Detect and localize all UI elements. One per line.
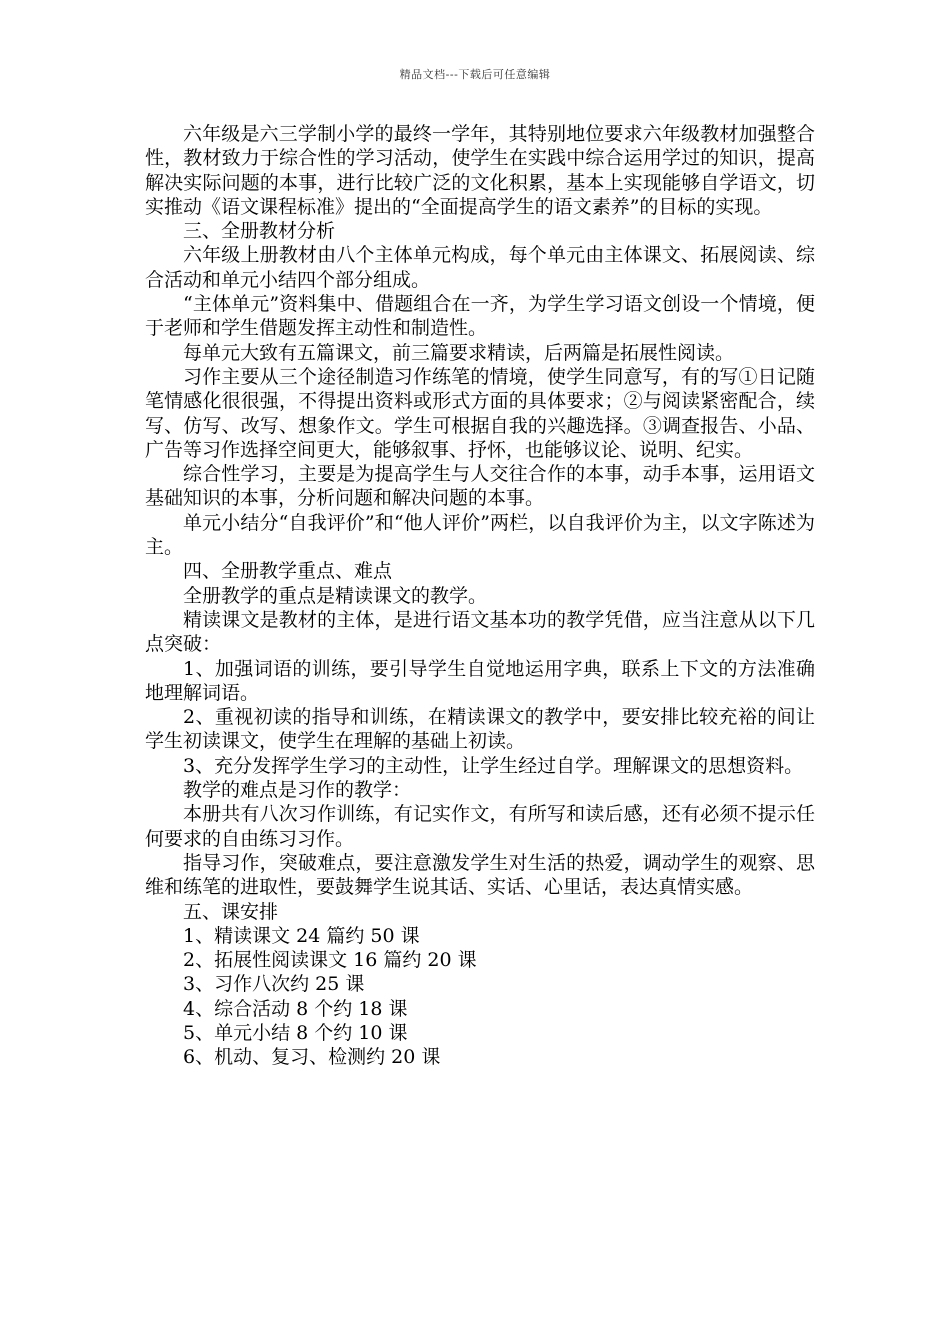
section-heading: 四、全册教学重点、难点: [183, 560, 393, 583]
paragraph: 2、重视初读的指导和训练，在精读课文的教学中，要安排比较充裕的间让学生初读课文，使学生在理解的基础上初读。: [145, 706, 815, 753]
schedule-item: 2、拓展性阅读课文 16 篇约 20 课: [183, 949, 477, 972]
schedule-item: 6、机动、复习、检测约 20 课: [183, 1046, 441, 1069]
schedule-item: 1、精读课文 24 篇约 50 课: [183, 924, 420, 947]
section-heading: 五、课安排: [183, 900, 279, 923]
paragraph: 精读课文是教材的主体，是进行语文基本功的教学凭借，应当注意从以下几点突破：: [145, 608, 815, 656]
paragraph: 每单元大致有五篇课文，前三篇要求精读，后两篇是拓展性阅读。: [183, 341, 735, 364]
document-body: [145, 122, 815, 1070]
paragraph: “主体单元”资料集中、借题组合在一齐，为学生学习语文创设一个情境，便于老师和学生借题发挥主动性和制造性。: [145, 293, 815, 340]
paragraph: 全册教学的重点是精读课文的教学。: [183, 584, 488, 607]
page-header: 精品文档---下载后可任意编辑: [399, 68, 551, 81]
schedule-item: 4、综合活动 8 个约 18 课: [183, 997, 408, 1020]
paragraph: 综合性学习，主要是为提高学生与人交往合作的本事，动手本事，运用语文基础知识的本事，分析问题和解决问题的本事。: [145, 463, 815, 510]
paragraph: 本册共有八次习作训练，有记实作文，有所写和读后感，还有必须不提示任何要求的自由练习习作。: [145, 803, 815, 850]
schedule-item: 5、单元小结 8 个约 10 课: [183, 1021, 408, 1044]
paragraph: 六年级是六三学制小学的最终一学年，其特别地位要求六年级教材加强整合性，教材致力于综合性的学习活动，使学生在实践中综合运用学过的知识，提高解决实际问题的本事，进行比较广泛的文化积累，基本上实现能够自学语文，切实推动《语文课程标准》提出的“全面提高学生的语文素养”的目标的实现。: [145, 123, 815, 218]
paragraph: 六年级上册教材由八个主体单元构成，每个单元由主体课文、拓展阅读、综合活动和单元小结四个部分组成。: [145, 244, 815, 291]
paragraph: 单元小结分“自我评价”和“他人评价”两栏，以自我评价为主，以文字陈述为主。: [145, 511, 815, 559]
section-heading: 三、全册教材分析: [183, 220, 336, 243]
paragraph: 指导习作，突破难点，要注意激发学生对生活的热爱，调动学生的观察、思维和练笔的进取性，要鼓舞学生说其话、实话、心里话，表达真情实感。: [145, 851, 815, 899]
paragraph: 习作主要从三个途径制造习作练笔的情境，使学生同意写，有的写①日记随笔情感化很很强，不得提出资料或形式方面的具体要求；②与阅读紧密配合，续写、仿写、改写、想象作文。学生可根据自我的兴趣选择。③调查报告、小品、广告等习作选择空间更大，能够叙事、抒怀，也能够议论、说明、纪实。: [145, 365, 815, 461]
schedule-item: 3、习作八次约 25 课: [183, 973, 365, 996]
paragraph: 3、充分发挥学生学习的主动性，让学生经过自学。理解课文的思想资料。: [183, 754, 804, 777]
paragraph: 教学的难点是习作的教学：: [183, 779, 412, 802]
paragraph: 1、加强词语的训练，要引导学生自觉地运用字典，联系上下文的方法准确地理解词语。: [145, 657, 815, 704]
